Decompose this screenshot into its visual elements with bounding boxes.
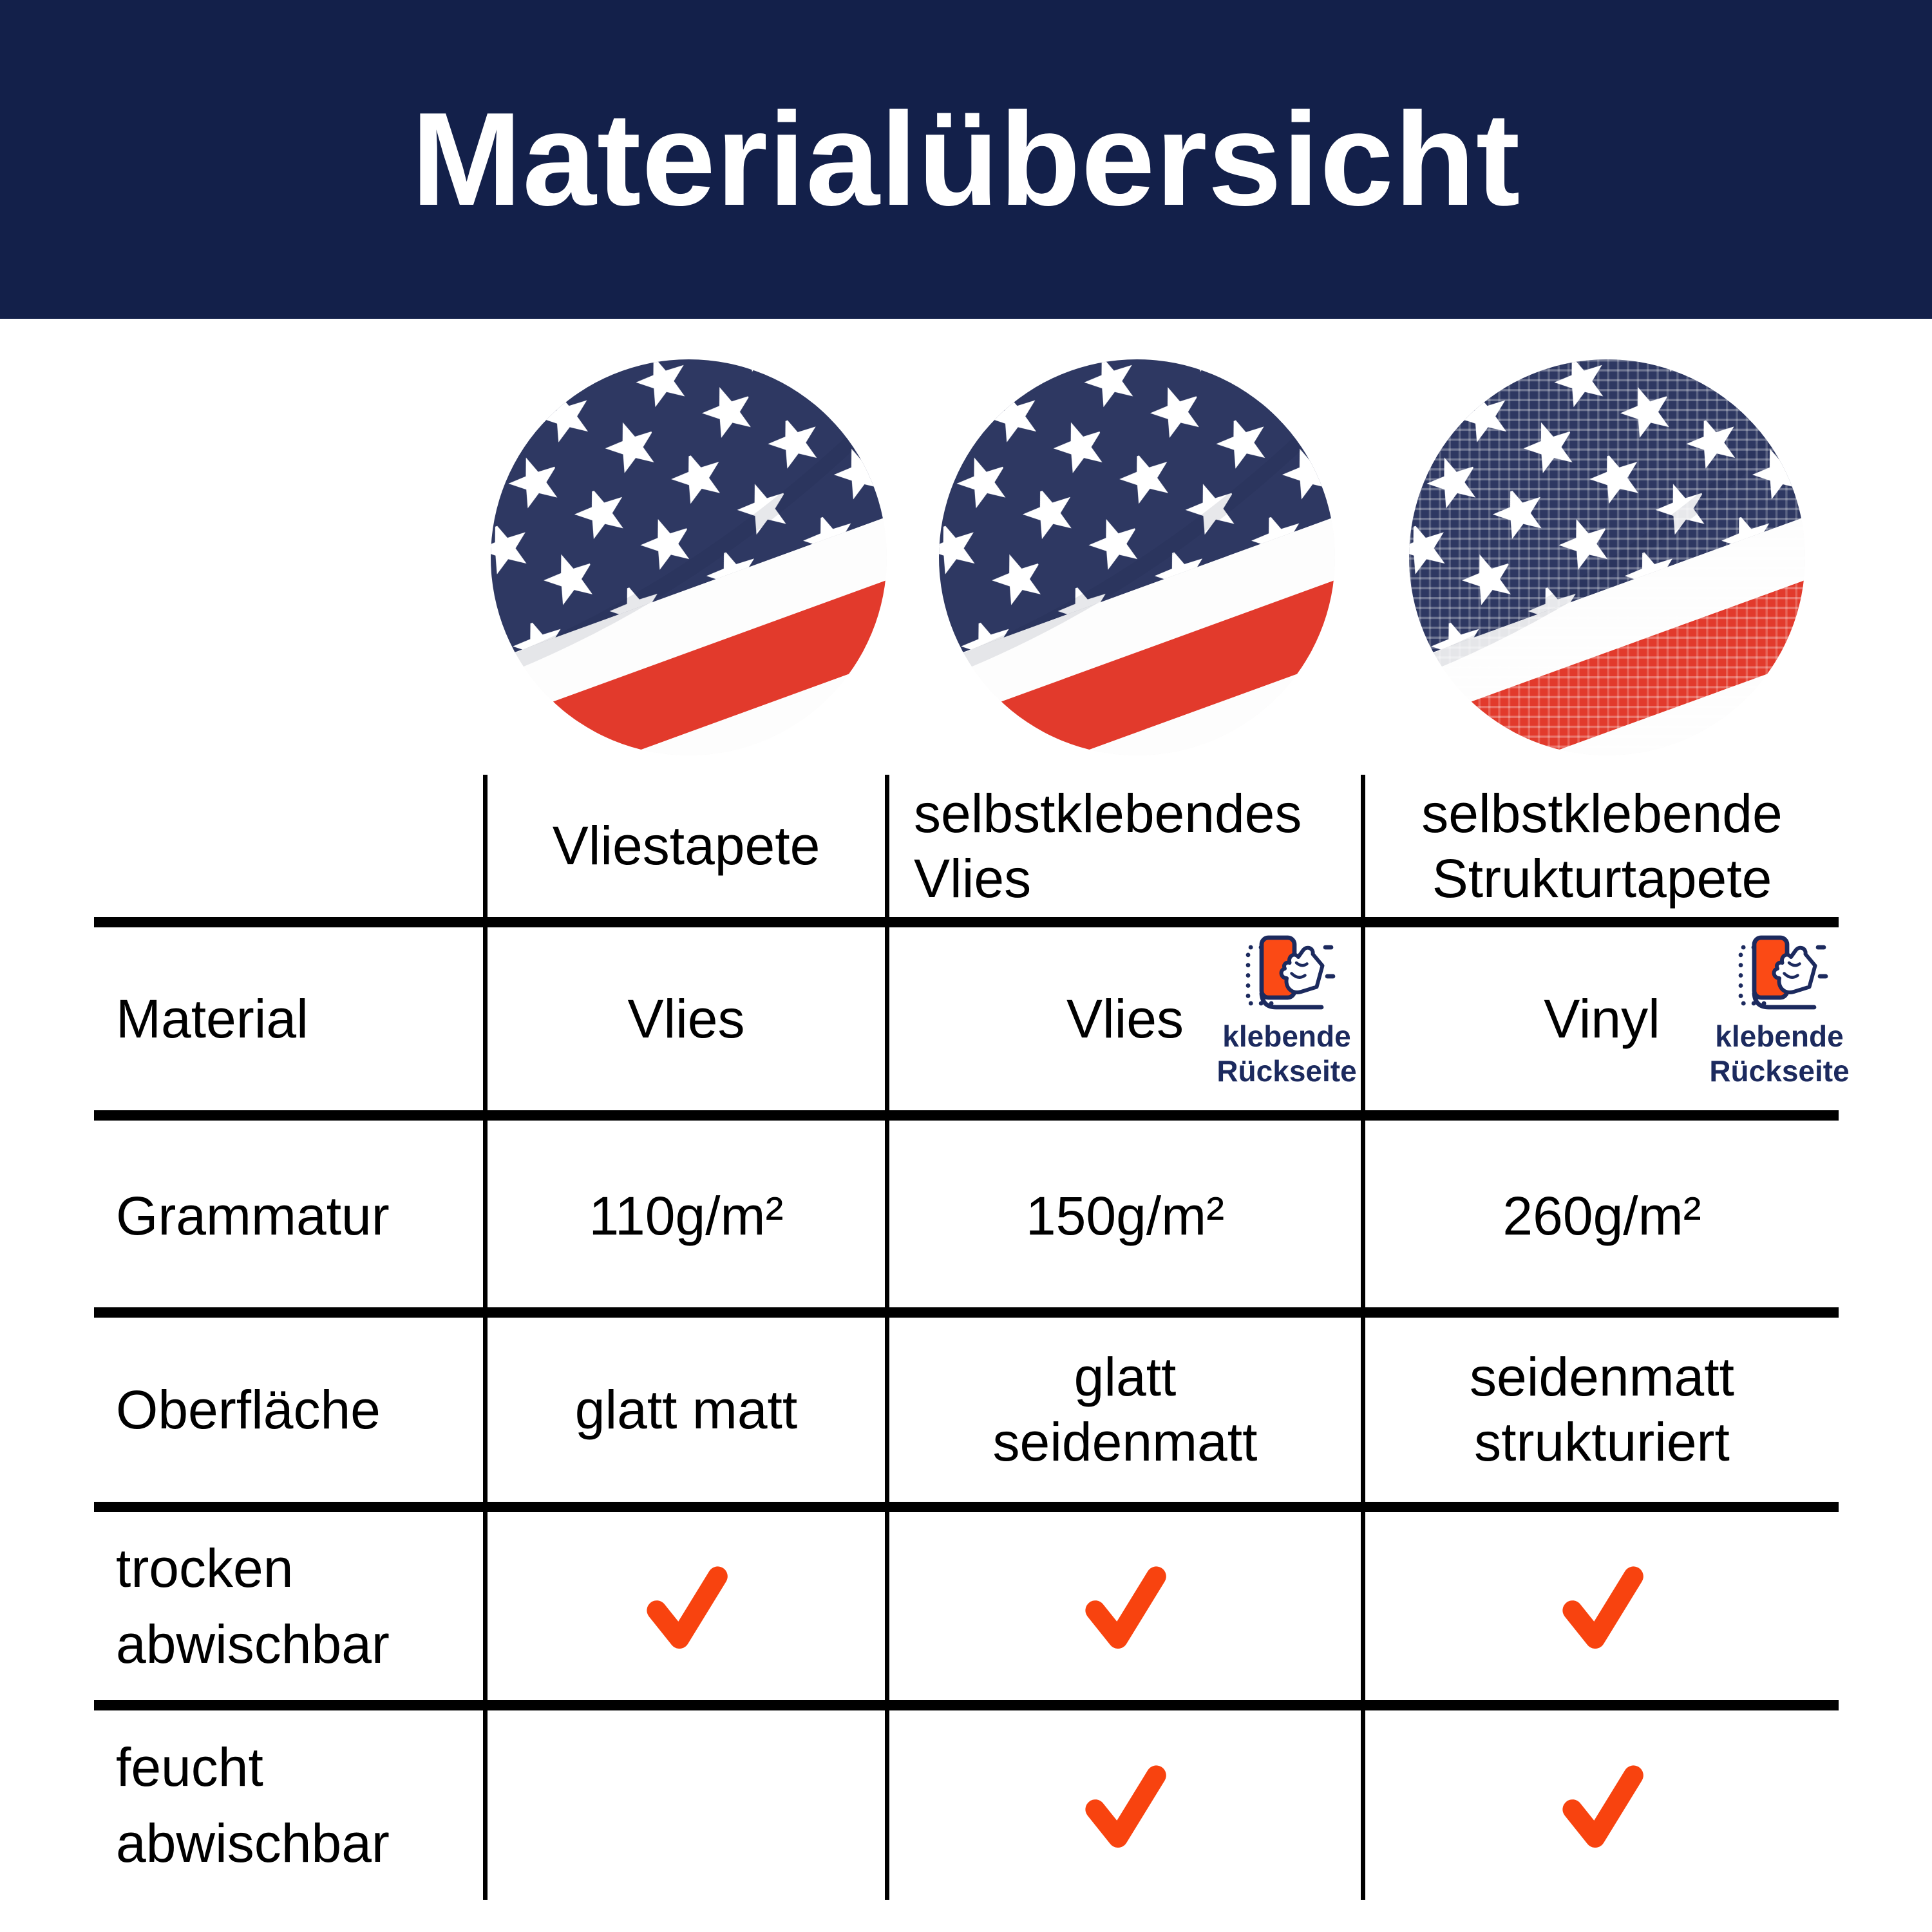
- cell-text: 260g/m²: [1502, 1185, 1701, 1246]
- badge-caption-line: Rückseite: [1709, 1054, 1850, 1088]
- cell-text: 150g/m²: [1025, 1185, 1225, 1246]
- cell-text: 110g/m²: [589, 1185, 784, 1246]
- cell-oberflaeche-strukturtapete: [1365, 1318, 1839, 1502]
- checkmark-icon: [1560, 1564, 1645, 1649]
- row-label-line: abwischbar: [116, 1614, 390, 1674]
- checkmark-icon: [1083, 1564, 1168, 1649]
- cell-text: glatt matt: [574, 1379, 798, 1440]
- cell-oberflaeche-vliestapete: [488, 1318, 885, 1502]
- checkmark-icon: [1083, 1763, 1168, 1848]
- cell-feucht-selbstklebendes-vlies: [889, 1710, 1361, 1900]
- cell-grammatur-vliestapete: [488, 1124, 885, 1307]
- col-header-line: Vliestapete: [552, 815, 820, 876]
- swatch-selbstklebendes-vlies: [939, 359, 1335, 755]
- column-divider: [1361, 775, 1365, 1900]
- row-label-oberflaeche: [94, 1318, 483, 1502]
- cell-material-vliestapete: [488, 927, 885, 1110]
- cell-text: strukturiert: [1474, 1412, 1730, 1472]
- row-divider: [94, 1502, 1839, 1512]
- swatch-vliestapete: [491, 359, 887, 755]
- checkmark-icon: [644, 1564, 729, 1649]
- row-label-line: abwischbar: [116, 1813, 390, 1873]
- cell-feucht-strukturtapete: [1365, 1710, 1839, 1900]
- cell-text: seidenmatt: [992, 1412, 1258, 1472]
- usa-flag-image: [491, 359, 887, 755]
- cell-text: Vlies: [1066, 988, 1184, 1049]
- usa-flag-textured-image: [1409, 359, 1805, 755]
- cell-grammatur-strukturtapete: [1365, 1124, 1839, 1307]
- header-banner: [0, 0, 1932, 319]
- cell-text: glatt: [1074, 1347, 1177, 1407]
- checkmark-icon: [1560, 1763, 1645, 1848]
- row-divider: [94, 917, 1839, 927]
- cell-trocken-selbstklebendes-vlies: [889, 1512, 1361, 1700]
- row-label-trocken-abwischbar: [94, 1512, 483, 1700]
- row-label-line: Material: [116, 988, 308, 1049]
- adhesive-backside-badge: [1217, 934, 1357, 1088]
- badge-caption-line: Rückseite: [1217, 1054, 1357, 1088]
- cell-text: seidenmatt: [1470, 1347, 1734, 1407]
- adhesive-backside-badge: [1709, 934, 1850, 1088]
- cell-trocken-vliestapete: [488, 1512, 885, 1700]
- col-header-selbstklebendes-vlies: [889, 775, 1361, 917]
- row-divider: [94, 1307, 1839, 1318]
- cell-text: Vlies: [627, 988, 745, 1049]
- usa-flag-image: [939, 359, 1335, 755]
- cell-text: Vinyl: [1544, 988, 1660, 1049]
- col-header-strukturtapete: [1365, 775, 1839, 917]
- swatch-strukturtapete: [1409, 359, 1805, 755]
- row-label-line: feucht: [116, 1737, 263, 1797]
- col-header-line: selbstklebendes: [914, 782, 1302, 844]
- peel-sticker-icon: [1730, 934, 1828, 1019]
- cell-trocken-strukturtapete: [1365, 1512, 1839, 1700]
- col-header-line: selbstklebende: [1421, 782, 1783, 844]
- col-header-vliestapete: [488, 775, 885, 917]
- badge-caption-line: klebende: [1222, 1019, 1351, 1053]
- row-label-feucht-abwischbar: [94, 1710, 483, 1900]
- row-label-grammatur: [94, 1124, 483, 1307]
- cell-grammatur-selbstklebendes-vlies: [889, 1124, 1361, 1307]
- cell-oberflaeche-selbstklebendes-vlies: [889, 1318, 1361, 1502]
- col-header-line: Vlies: [914, 848, 1032, 909]
- row-label-line: Grammatur: [116, 1185, 390, 1246]
- col-header-line: Strukturtapete: [1432, 848, 1772, 909]
- column-divider: [483, 775, 488, 1900]
- page-title: Materialübersicht: [411, 85, 1521, 233]
- column-divider: [885, 775, 889, 1900]
- cell-feucht-vliestapete: [488, 1710, 885, 1900]
- row-divider: [94, 1700, 1839, 1710]
- badge-caption-line: klebende: [1715, 1019, 1844, 1053]
- peel-sticker-icon: [1238, 934, 1336, 1019]
- row-label-material: [94, 927, 483, 1110]
- row-label-line: trocken: [116, 1538, 294, 1598]
- row-label-line: Oberfläche: [116, 1379, 381, 1440]
- row-divider: [94, 1110, 1839, 1121]
